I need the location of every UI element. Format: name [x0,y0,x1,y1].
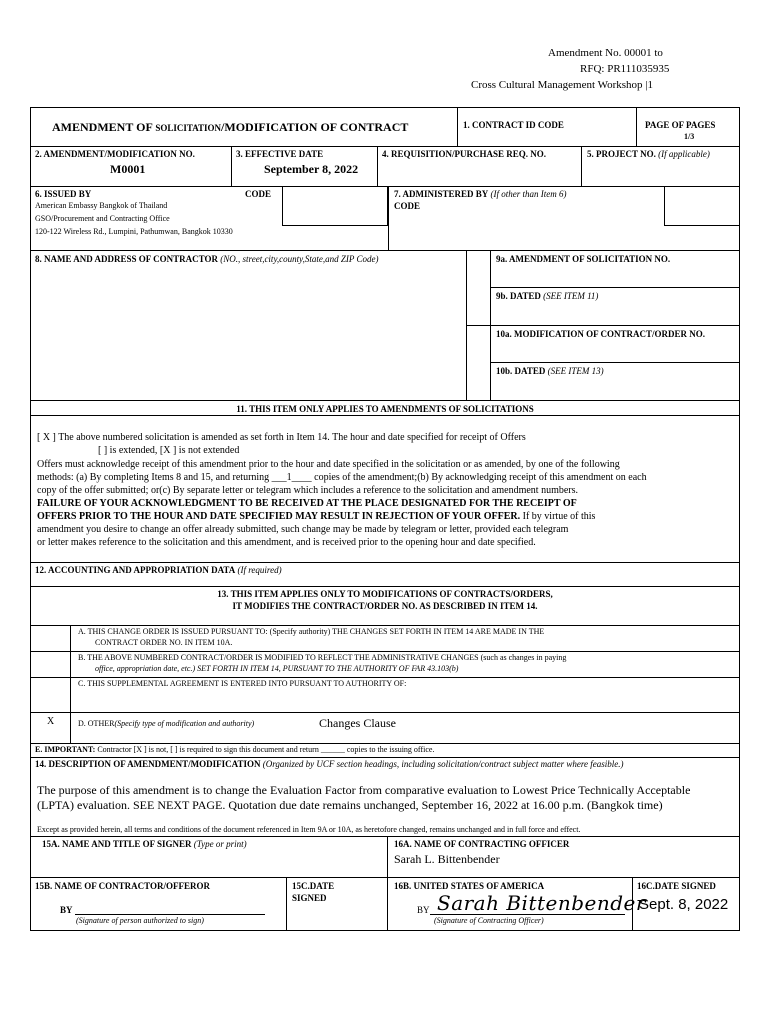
contract-mod-no-label: 10a. MODIFICATION OF CONTRACT/ORDER NO. [496,329,706,339]
issued-by-line3: 120-122 Wireless Rd., Lumpini, Pathumwan, Bangkok 10330 [35,227,233,236]
issued-by-label: 6. ISSUED BY [35,189,92,199]
issued-by-line1: American Embassy Bangkok of Thailand [35,201,168,210]
description-body-1: The purpose of this amendment is to change the Evaluation Factor from comparative evaluation to Lowest Price Technically Acceptable [37,783,691,797]
issued-by-code-label: CODE [245,189,272,199]
item11-line4: methods: (a) By completing Items 8 and 15, and returning ___1____ copies of the amendment;(b) By acknowledging receipt of this amendment on each [37,472,647,483]
amendment-no-label: 2. AMENDMENT/MODIFICATION NO. [35,149,195,159]
header-workshop: Cross Cultural Management Workshop |1 [471,79,653,91]
item13a-line2: CONTRACT ORDER NO. IN ITEM 10A. [95,638,233,647]
amendment-no-value: M0001 [110,162,146,176]
item13b-line2: office, appropriation date, etc.) SET FORTH IN ITEM 14, PURSUANT TO THE AUTHORITY OF FAR 43.103(b) [95,664,459,673]
accounting-label: 12. ACCOUNTING AND APPROPRIATION DATA (If required) [35,565,282,575]
item11-line7: OFFERS PRIOR TO THE HOUR AND DATE SPECIFIED MAY RESULT IN REJECTION OF YOUR OFFER. If by virtue of this [37,511,596,522]
effective-date-value: September 8, 2022 [264,162,359,176]
item13-heading-2: IT MODIFIES THE CONTRACT/ORDER NO. AS DESCRIBED IN ITEM 14. [232,601,538,611]
item11-line6: FAILURE OF YOUR ACKNOWLEDGMENT TO BE RECEIVED AT THE PLACE DESIGNATED FOR THE RECEIPT OF [37,498,577,509]
contractor-label: 8. NAME AND ADDRESS OF CONTRACTOR (NO., street,city,county,State,and ZIP Code) [35,254,379,264]
item11-heading: 11. THIS ITEM ONLY APPLIES TO AMENDMENTS OF SOLICITATIONS [236,404,534,414]
item13d-label: D. OTHER(Specify type of modification and authority) [78,719,255,728]
administered-by-label: 7. ADMINISTERED BY (If other than Item 6) [394,189,567,199]
item11-line5: copy of the offer submitted; or(c) By separate letter or telegram which includes a reference to the solicitation and amendment numbers. [37,485,579,496]
solicitation-no-label: 9a. AMENDMENT OF SOLICITATION NO. [496,254,671,264]
date-signed-label-2: SIGNED [292,893,327,903]
contractor-by-label: BY [60,905,73,915]
important-notice: E. IMPORTANT: Contractor [X ] is not, [ ] is required to sign this document and return ______ copies to the issuing office. [35,745,435,754]
issued-by-line2: GSO/Procurement and Contracting Office [35,214,170,223]
contractor-signature-line[interactable] [75,914,265,915]
date-signed-label-1: 15C.DATE [292,881,335,891]
item11-line8: amendment you desire to change an offer already submitted, such change may be made by telegram or letter, provided each telegram [37,524,569,535]
contractor-signature-note: (Signature of person authorized to sign) [76,916,204,925]
officer-signature: Sarah Bittenbender [437,891,646,915]
item11-line2: [ ] is extended, [X ] is not extended [98,445,240,456]
item11-line9: or letter makes reference to the solicitation and this amendment, and is received prior to the opening hour and date specified. [37,537,536,548]
administered-by-code-label: CODE [394,201,421,211]
contract-id-label: 1. CONTRACT ID CODE [463,120,564,130]
item13b-line1: B. THE ABOVE NUMBERED CONTRACT/ORDER IS MODIFIED TO REFLECT THE ADMINISTRATIVE CHANGES (such as changes in paying [78,653,567,662]
issued-by-code-box[interactable] [282,186,388,226]
item13c-line1: C. THIS SUPPLEMENTAL AGREEMENT IS ENTERED INTO PURSUANT TO AUTHORITY OF: [78,679,407,688]
united-states-label: 16B. UNITED STATES OF AMERICA [394,881,545,891]
solicitation-dated-label: 9b. DATED (SEE ITEM 11) [496,291,599,301]
officer-signature-line [430,914,625,915]
contractor-offeror-label: 15B. NAME OF CONTRACTOR/OFFEROR [35,881,211,891]
signer-name-label: 15A. NAME AND TITLE OF SIGNER (Type or print) [42,839,247,849]
item11-line1: [ X ] The above numbered solicitation is amended as set forth in Item 14. The hour and date specified for receipt of Offers [37,432,526,443]
item13d-value: Changes Clause [319,716,396,730]
item13a-line1: A. THIS CHANGE ORDER IS ISSUED PURSUANT TO: (Specify authority) THE CHANGES SET FORTH IN ITEM 14 ARE MADE IN THE [78,627,545,636]
requisition-label: 4. REQUISITION/PURCHASE REQ. NO. [382,149,547,159]
officer-date-signed-value: Sept. 8, 2022 [639,896,729,913]
description-body-2: (LPTA) evaluation. SEE NEXT PAGE. Quotation due date remains unchanged, September 16, 2022 at 16.00 p.m. (Bangkok time) [37,798,663,812]
administered-by-code-box[interactable] [664,186,740,226]
officer-signature-note: (Signature of Contracting Officer) [434,916,544,925]
except-statement: Except as provided herein, all terms and conditions of the document referenced in Item 9A or 10A, as heretofore changed, remains unchanged and in full force and effect. [37,825,581,834]
header-rfq: RFQ: PR111035935 [580,63,670,75]
project-no-label: 5. PROJECT NO. (If applicable) [587,149,710,159]
page-of-pages-value: 1/3 [684,132,695,141]
item13d-checkmark[interactable]: X [47,716,55,727]
description-label: 14. DESCRIPTION OF AMENDMENT/MODIFICATION (Organized by UCF section headings, including solicitation/contract subject matter where feasible.) [35,759,624,769]
officer-date-signed-label: 16C.DATE SIGNED [637,881,716,891]
header-amendment-no: Amendment No. 00001 to [548,47,663,59]
effective-date-label: 3. EFFECTIVE DATE [236,149,324,159]
page-of-pages-label: PAGE OF PAGES [645,120,716,130]
item11-line3: Offers must acknowledge receipt of this amendment prior to the hour and date specified in the solicitation or as amended, by one of the following [37,459,620,470]
contracting-officer-name: Sarah L. Bittenbender [394,852,500,866]
contracting-officer-label: 16A. NAME OF CONTRACTING OFFICER [394,839,570,849]
item13-heading-1: 13. THIS ITEM APPLIES ONLY TO MODIFICATIONS OF CONTRACTS/ORDERS, [217,589,553,599]
contract-mod-dated-label: 10b. DATED (SEE ITEM 13) [496,366,604,376]
form-title: AMENDMENT OF SOLICITATION/MODIFICATION OF CONTRACT [52,120,409,134]
officer-by-label: BY [417,905,430,915]
